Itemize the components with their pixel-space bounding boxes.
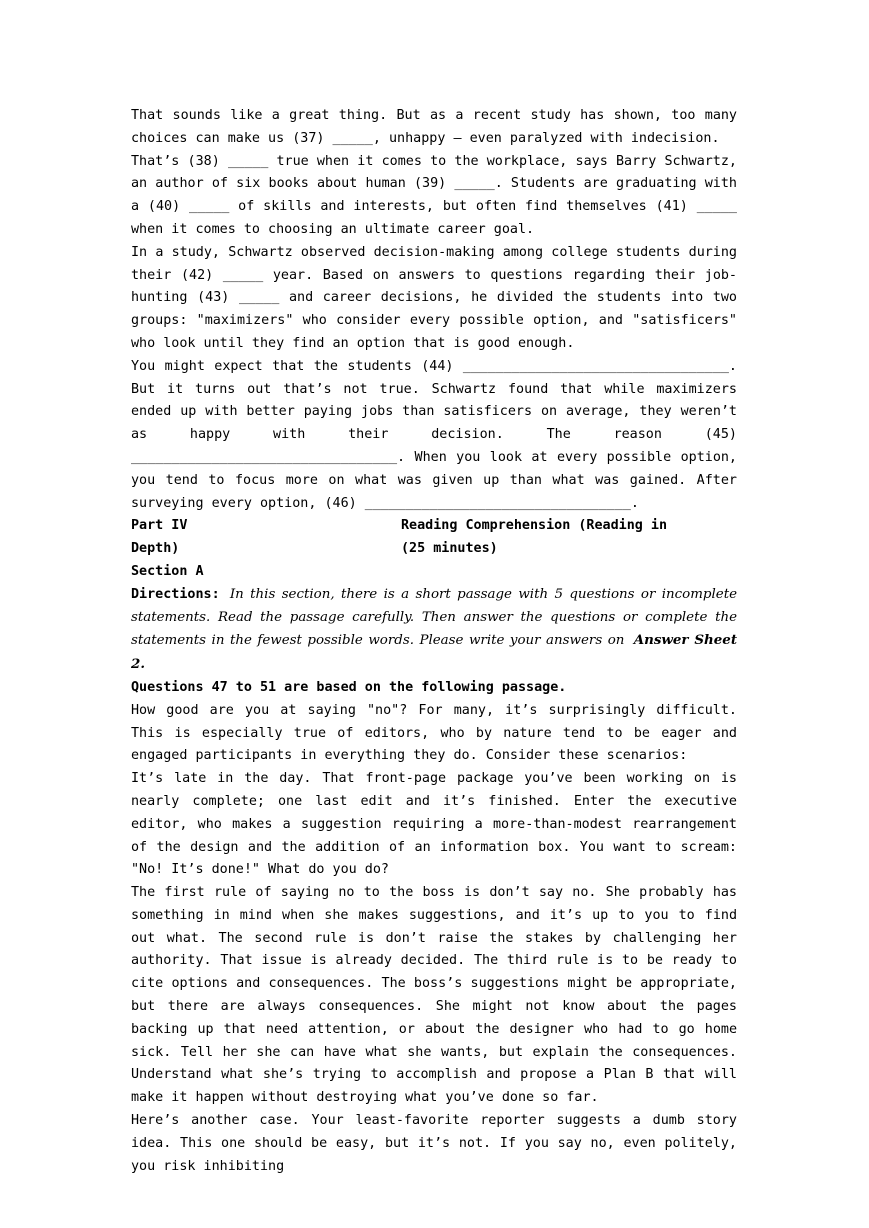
- directions: [131, 584, 737, 677]
- paragraph-38: That’s (38) _____ true when it comes to the workplace, says Barry Schwartz, an author of six books about human (39) _____. Students are graduating with a (40) _____ of skills and interests, but often find themselves (41) _____ when it comes to choosing an ultimate career goal.: [131, 153, 737, 237]
- part-label-continued: Depth): [131, 541, 180, 557]
- passage-paragraph-4: Here’s another case. Your least-favorite reporter suggests a dumb story idea. This one should be easy, but it’s not. If you say no, even politely, you risk inhibiting: [131, 1113, 737, 1174]
- part-title: Reading Comprehension (Reading in: [401, 518, 668, 534]
- passage-paragraph-1: How good are you at saying "no"? For many, it’s surprisingly difficult. This is especially true of editors, who by nature tend to be eager and engaged participants in everything they do. Consider these scenarios:: [131, 702, 737, 764]
- section-title: Section A: [131, 563, 204, 579]
- part-label: Part IV: [131, 518, 188, 534]
- answer-sheet-reference: Answer Sheet 2.: [131, 632, 738, 673]
- paragraph-37: That sounds like a great thing. But as a recent study has shown, too many choices can make us (37) _____, unhappy – even paralyzed with indecision.: [131, 108, 737, 146]
- part-duration: (25 minutes): [401, 541, 498, 557]
- paragraph-44: You might expect that the students (44) _________________________________. But it turns out that’s not true. Schwartz found that while maximizers ended up with better paying jobs than satisficers on average, they weren’t as happy with their decision. The reason (45) _________________________________. When you look at every possible option, you tend to focus more on what was given up than what was gained. After surveying every option, (46) _________________________________.: [131, 358, 737, 511]
- passage-paragraph-2: It’s late in the day. That front-page package you’ve been working on is nearly complete; one last edit and it’s finished. Enter the executive editor, who makes a suggestion requiring a more-than-modest rearrangement of the design and the addition of an information box. You want to scream: "No! It’s done!" What do you do?: [131, 771, 737, 878]
- document-page: [131, 105, 737, 1178]
- passage-paragraph-3: The first rule of saying no to the boss is don’t say no. She probably has something in mind when she makes suggestions, and it’s up to you to find out what. The second rule is don’t raise the stakes by challenging her authority. That issue is already decided. The third rule is to be ready to cite options and consequences. The boss’s suggestions might be appropriate, but there are always consequences. She might not know about the pages backing up that need attention, or about the designer who had to go home sick. Tell her she can have what she wants, but explain the consequences. Understand what she’s trying to accomplish and propose a Plan B that will make it happen without destroying what you’ve done so far.: [131, 885, 737, 1106]
- directions-label: Directions:: [131, 586, 220, 602]
- part-heading: [131, 515, 737, 538]
- questions-intro: Questions 47 to 51 are based on the following passage.: [131, 679, 567, 695]
- part-heading-continued: [131, 538, 737, 561]
- paragraph-42: In a study, Schwartz observed decision-making among college students during their (42) _____ year. Based on answers to questions regarding their job-hunting (43) _____ and career decisions, he divided the students into two groups: "maximizers" who consider every possible option, and "satisficers" who look until they find an option that is good enough.: [131, 244, 737, 351]
- directions-text: In this section, there is a short passage with 5 questions or incomplete statements. Read the passage carefully. Then answer the questions or complete the statements in the fewest possible words. Please write your answers on: [131, 586, 738, 649]
